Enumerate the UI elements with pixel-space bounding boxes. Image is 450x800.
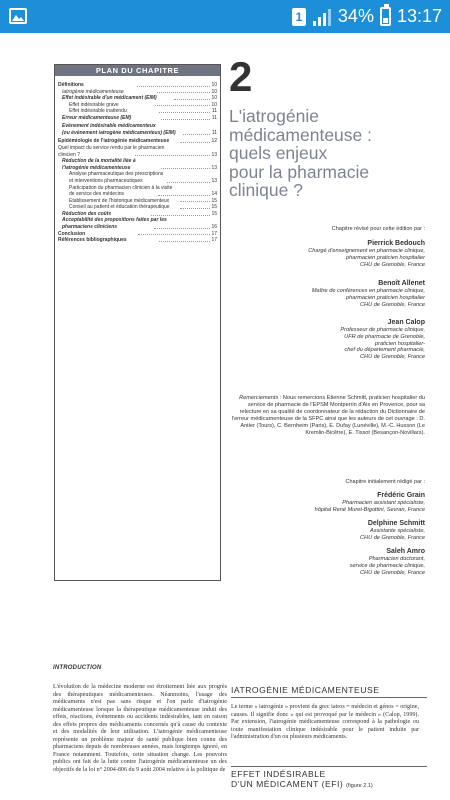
- clock: 13:17: [396, 6, 442, 26]
- author-name: Jean Calop: [387, 319, 425, 326]
- toc-item[interactable]: pharmaciens cliniciens 16: [62, 224, 217, 231]
- status-indicators: [292, 0, 442, 33]
- toc-item[interactable]: Établissement de l'historique médicamenteux 15: [69, 197, 217, 204]
- chapter-plan-list: [55, 76, 220, 243]
- document-page[interactable]: [0, 33, 450, 800]
- author-block: Pierrick Bedouch Chargé d'enseignement en pharmacie clinique, pharmacien praticien hospitalier CHU de Grenoble, France: [229, 239, 425, 268]
- toc-item[interactable]: Iatrogénie médicamenteuse 10: [62, 88, 217, 95]
- author-block: Benoît Allenet Maître de conférences en pharmacie clinique, pharmacien praticien hospitalier CHU de Grenoble, France: [229, 279, 425, 308]
- toc-item[interactable]: Participation du pharmacien clinicien à la visite: [69, 184, 173, 191]
- toc-item[interactable]: Événement indésirable médicamenteux: [62, 123, 156, 130]
- toc-item[interactable]: Quel impact du service rendu par le pharmacien: [58, 144, 165, 151]
- toc-item[interactable]: Effet indésirable d'un médicament (EIM) 10: [62, 95, 218, 102]
- signal-icon: [312, 8, 332, 26]
- toc-item[interactable]: Définitions 10: [58, 82, 217, 88]
- author-name: Saleh Amro: [386, 548, 425, 555]
- toc-item[interactable]: Conseil au patient et éducation thérapeutique 15: [69, 204, 218, 211]
- sim-icon: 1: [292, 8, 306, 26]
- toc-item[interactable]: Erreur médicamenteuse (EM) 11: [62, 114, 218, 121]
- author-block: Delphine Schmitt Assistante spécialiste, CHU de Grenoble, France: [229, 519, 425, 542]
- section-heading: INTRODUCTION: [53, 665, 102, 671]
- toc-item[interactable]: Épidémiologie de l'iatrogénie médicamenteuse 12: [58, 138, 217, 145]
- toc-item[interactable]: clinicien ? 13: [58, 151, 217, 158]
- battery-icon: [380, 7, 391, 26]
- chapter-number: 2: [229, 53, 253, 100]
- author-name: Delphine Schmitt: [367, 520, 425, 527]
- section-heading: IATROGÉNIE MÉDICAMENTEUSE: [231, 685, 427, 698]
- acknowledgements: Remerciements : Nous remercions Etienne Schmitt, praticien hospitalier du service de pharmacie de l'EPSM Montperrin d'Aix en Provence, pour sa relecture en sa qualité de coordonnateur de la rédaction du Dictionnaire de l'erreur médicamenteuse de la SFPC ainsi que les auteurs de cet ouvrage : D. Antier (Tours), C. Bernheim (Paris), E. Dufay (Lunéville), M.-C. Husson (Le Kremlin-Bicêtre), E. Tissot (Besançon-Novillars).: [231, 395, 425, 436]
- author-name: Pierrick Bedouch: [367, 240, 425, 247]
- initially-written-label: Chapitre initialement rédigé par :: [345, 479, 425, 485]
- chapter-plan-title: PLAN DU CHAPITRE: [55, 65, 220, 76]
- toc-item[interactable]: l'iatrogénie médicamenteuse 13: [62, 164, 217, 171]
- chapter-plan-box: [54, 64, 221, 581]
- toc-item[interactable]: et interventions pharmaceutiques 13: [69, 177, 217, 184]
- intro-paragraph: L'évolution de la médecine moderne est étroitement liée aux progrès des thérapeutiques médicamenteuses. Néanmoins, l'usage des médicaments n'est pas sans risque et l'on parle d'iatrogénie médicamenteuse lorsque la thérapeutique médicamenteuse induit des effets, réactions, événements ou accidents indésirables, tant en raison des effets propres des médicaments concernés qu'à cause du contexte et des modalités de leur utilisation. L'iatrogénie médicamenteuse représente un problème majeur de santé publique bien connu des pharmaciens depuis de nombreuses années, mais longtemps ignoré, en France notamment. Toutefois, cette situation change. Les pouvoirs publics ont fait de la lutte contre l'iatrogénie médicamenteuse un des objectifs de la loi n° 2004-806 du 9 août 2004 relative à la politique de: [53, 684, 227, 773]
- chapter-title: L'iatrogénie médicamenteuse : quels enjeux pour la pharmacie clinique ?: [229, 106, 372, 201]
- toc-item[interactable]: Réduction de la mortalité liée à: [62, 158, 136, 165]
- toc-item[interactable]: (ou événement iatrogène médicamenteux) (EIM) 11: [62, 129, 218, 136]
- toc-item[interactable]: Références bibliographiques 17: [58, 237, 218, 244]
- author-block: Frédéric Grain Pharmacien assistant spécialiste, hôpital René Muret-Bigottini, Sevran, France: [229, 491, 425, 514]
- revised-by-label: Chapitre révisé pour cette édition par :: [331, 226, 425, 232]
- toc-item[interactable]: Analyse pharmaceutique des prescriptions: [69, 171, 164, 178]
- author-block: Saleh Amro Pharmacien doctorant, service de pharmacie clinique, CHU de Grenoble, France: [229, 547, 425, 576]
- section-heading: EFFET INDÉSIRABLE D'UN MÉDICAMENT (EFI) (figure 2.1): [231, 766, 427, 791]
- author-name: Benoît Allenet: [378, 280, 425, 287]
- toc-item[interactable]: Acceptabilité des propositions faites par les: [62, 217, 167, 224]
- status-bar: [0, 0, 450, 33]
- battery-percent: 34%: [337, 6, 374, 26]
- author-block: Jean Calop Professeur de pharmacie clinique, UFR de pharmacie de Grenoble, praticien hospitalier- chef du département pharmacie, CHU de Grenoble, France: [229, 318, 425, 361]
- toc-item[interactable]: Effet indésirable inattendu 11: [69, 108, 218, 115]
- author-name: Frédéric Grain: [377, 492, 425, 499]
- toc-item[interactable]: Effet indésirable grave 10: [69, 101, 218, 108]
- toc-item[interactable]: Réduction des coûts 15: [62, 210, 217, 217]
- image-gallery-icon[interactable]: [9, 8, 27, 24]
- iatrogenie-paragraph: Le terme « iatrogénie » provient du grec iatros = médecin et génos = origine, causes. Il signifie donc « qui est provoqué par le médecin » (Calop, 1999). Par extension, l'iatrogénie médicamenteuse correspond à la pathologie ou toute manifestation clinique indésirable pour le patient induite par l'administration d'un ou plusieurs médicaments.: [231, 704, 419, 740]
- toc-item[interactable]: Conclusion 17: [58, 230, 218, 237]
- toc-item[interactable]: de service des médecins 14: [69, 191, 217, 198]
